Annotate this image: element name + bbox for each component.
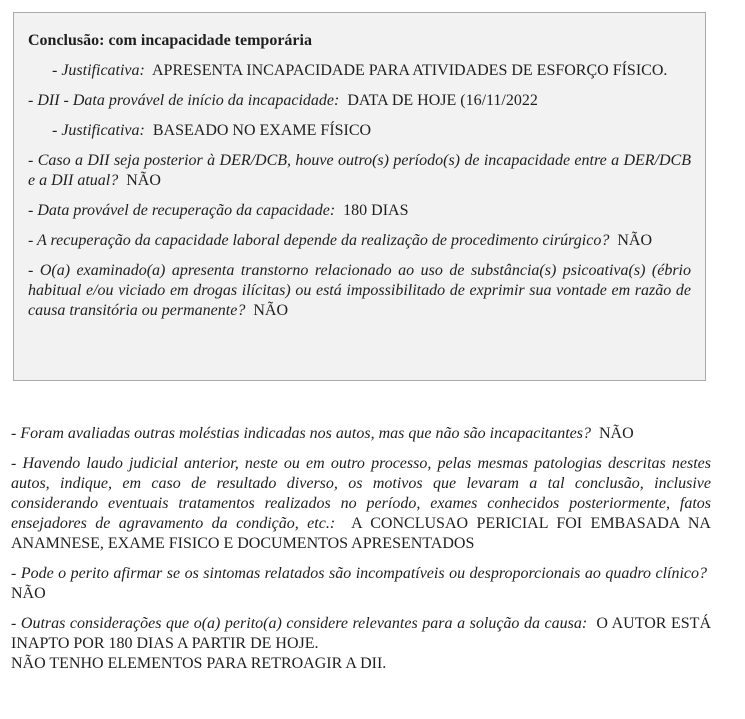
conclusion-heading: Conclusão: com incapacidade temporária (28, 32, 312, 49)
question-text: - DII - Data provável de início da incapacidade: (28, 92, 340, 109)
answer-text: NÃO (11, 585, 46, 602)
question-text: - Havendo laudo judicial anterior, neste ou em outro processo, pelas mesmas patologias descritas nestes autos, indique, em caso de resultado diverso, os motivos que levaram a tal conclusão, inclusive considerando eventuais tratamentos realizados no período, exames conhecidos posteriormente, fatos ensejadores de agravamento da condição, etc.: (11, 455, 711, 532)
question-text: - A recuperação da capacidade laboral depende da realização de procedimento cirúrgico? (28, 232, 610, 249)
question-text: - Justificativa: (52, 62, 145, 79)
other-periods-question (28, 151, 691, 191)
answer-text: DATA DE HOJE (16/11/2022 (347, 92, 538, 109)
answer-text: O AUTOR ESTÁ INAPTO POR 180 DIAS A PARTIR DE HOJE. (11, 615, 711, 652)
answer-text: NÃO (598, 425, 634, 442)
answer-text: A CONCLUSAO PERICIAL FOI EMBASADA NA ANAMNESE, EXAME FISICO E DOCUMENTOS APRESENTADOS (11, 515, 711, 552)
surgery-question (28, 231, 691, 251)
question-text: - Justificativa: (52, 122, 145, 139)
conclusion-box (13, 12, 706, 381)
previous-report-question (11, 454, 711, 554)
dii-date (28, 91, 691, 111)
additional-questions (11, 424, 711, 684)
question-text: - Caso a DII seja posterior à DER/DCB, houve outro(s) período(s) de incapacidade entre a DER/DCB e a DII atual? (28, 152, 691, 189)
answer-text: NÃO (253, 302, 288, 319)
question-text: - Foram avaliadas outras moléstias indicadas nos autos, mas que não são incapacitantes? (11, 425, 591, 442)
other-diseases-question (11, 424, 711, 444)
question-text: - O(a) examinado(a) apresenta transtorno relacionado ao uso de substância(s) psicoativa(s) (ébrio habitual e/ou viciado em drogas ilícitas) ou está impossibilitado de exprimir sua vontade em razão de causa transitória ou permanente? (28, 262, 691, 319)
symptoms-question (11, 564, 711, 604)
answer-text: BASEADO NO EXAME FÍSICO (152, 122, 372, 139)
answer-text: NÃO (617, 232, 653, 249)
answer-text: APRESENTA INCAPACIDADE PARA ATIVIDADES DE ESFORÇO FÍSICO. (151, 62, 668, 79)
other-considerations (11, 614, 711, 674)
recovery-date (28, 201, 691, 221)
question-text: - Outras considerações que o(a) perito(a) considere relevantes para a solução da causa: (11, 615, 588, 632)
question-text: - Pode o perito afirmar se os sintomas relatados são incompatíveis ou desproporcionais ao quadro clínico? (11, 565, 707, 582)
answer-text-line-2: NÃO TENHO ELEMENTOS PARA RETROAGIR A DII. (11, 655, 387, 672)
question-text: - Data provável de recuperação da capacidade: (28, 202, 336, 219)
answer-text: NÃO (126, 172, 161, 189)
justificativa-2 (28, 121, 691, 141)
answer-text: 180 DIAS (343, 202, 409, 219)
justificativa-1 (28, 61, 691, 81)
substance-question (28, 261, 691, 321)
